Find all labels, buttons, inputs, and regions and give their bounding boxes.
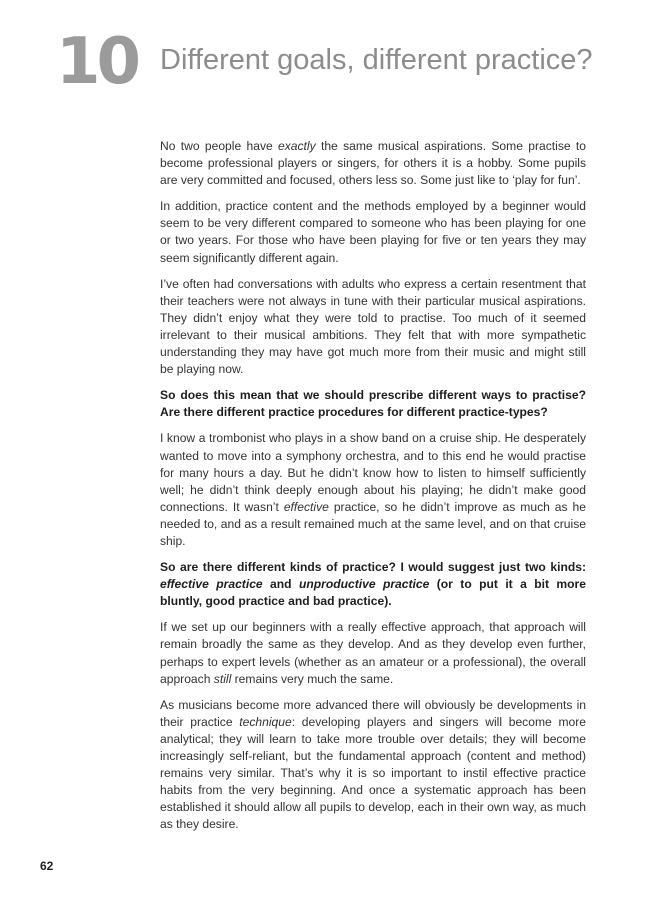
text-run: So are there different kinds of practice? I would suggest just two kinds: xyxy=(160,560,586,575)
text-run: remains very much the same. xyxy=(231,671,394,686)
chapter-title: Different goals, different practice? xyxy=(160,44,593,76)
text-run: : developing players and singers will become more analytical; they will learn to take more trouble over details; they will become increasingly self-reliant, but the fundamental approach (content and method) remains very similar. That’s why it is so important to instil effective practice habits from the very beginning. And once a systematic approach has been established it should allow all pupils to develop, each in their own way, as much as they desire. xyxy=(160,714,587,832)
text-run: practice, so he didn’t improve as much as he needed to, and as a result remained much at the same level, and on that cruise ship. xyxy=(160,499,586,548)
emphasis-text: exactly xyxy=(278,139,316,153)
paragraph-3: I’ve often had conversations with adults who express a certain resentment that their teachers were not always in tune with their particular musical aspirations. They didn’t enjoy what they were told to practise. Too much of it seemed irrelevant to their musical ambitions. They felt that with more sympathetic understanding they may have got much more from their music and might still be playing now. xyxy=(160,276,586,377)
text-run: As musicians become more advanced there will obviously be developments in their practice xyxy=(160,697,586,729)
text-run: If we set up our beginners with a really effective approach, that approach will remain broadly the same as they develop. And as they develop even further, perhaps to expert levels (whether as an amateur or a professional), the overall approach xyxy=(160,620,586,686)
question-1: So does this mean that we should prescribe different ways to practise? Are there different practice procedures for different practice-types? xyxy=(160,388,586,420)
text-run: and xyxy=(262,577,299,592)
paragraph-2: In addition, practice content and the methods employed by a beginner would seem to be very different compared to someone who has been playing for one or two years. For those who have been playing for five or ten years they may seem significantly different again. xyxy=(160,199,586,265)
text-run: the same musical aspirations. Some practise to become professional players or singers, for others it is a hobby. Some pupils are very committed and focused, others less so. Some just like to ‘play for fun’. xyxy=(160,139,586,188)
text-run: I know a trombonist who plays in a show band on a cruise ship. He desperately wanted to move into a symphony orchestra, and to this end he would practise for many hours a day. But he didn’t know how to listen to himself sufficiently well; he didn’t think deeply enough about his playing; he didn’t make good connections. It wasn’t xyxy=(160,431,586,514)
emphasis-text: still xyxy=(213,671,232,686)
paragraph-4 xyxy=(160,430,586,550)
emphasis-text: effective practice xyxy=(160,577,263,592)
page-number: 62 xyxy=(40,859,54,873)
emphasis-text: technique xyxy=(239,714,292,729)
text-run: (or to put it a bit more bluntly, good practice and bad practice). xyxy=(160,577,586,609)
body-text xyxy=(160,138,586,842)
paragraph-5 xyxy=(160,619,586,687)
question-2 xyxy=(160,559,586,610)
paragraph-1 xyxy=(160,138,586,189)
emphasis-text: effective xyxy=(283,499,329,514)
text-run: No two people have xyxy=(160,139,279,153)
paragraph-6 xyxy=(160,697,586,834)
emphasis-text: unproductive practice xyxy=(298,577,430,592)
chapter-number: 10 xyxy=(56,25,138,99)
